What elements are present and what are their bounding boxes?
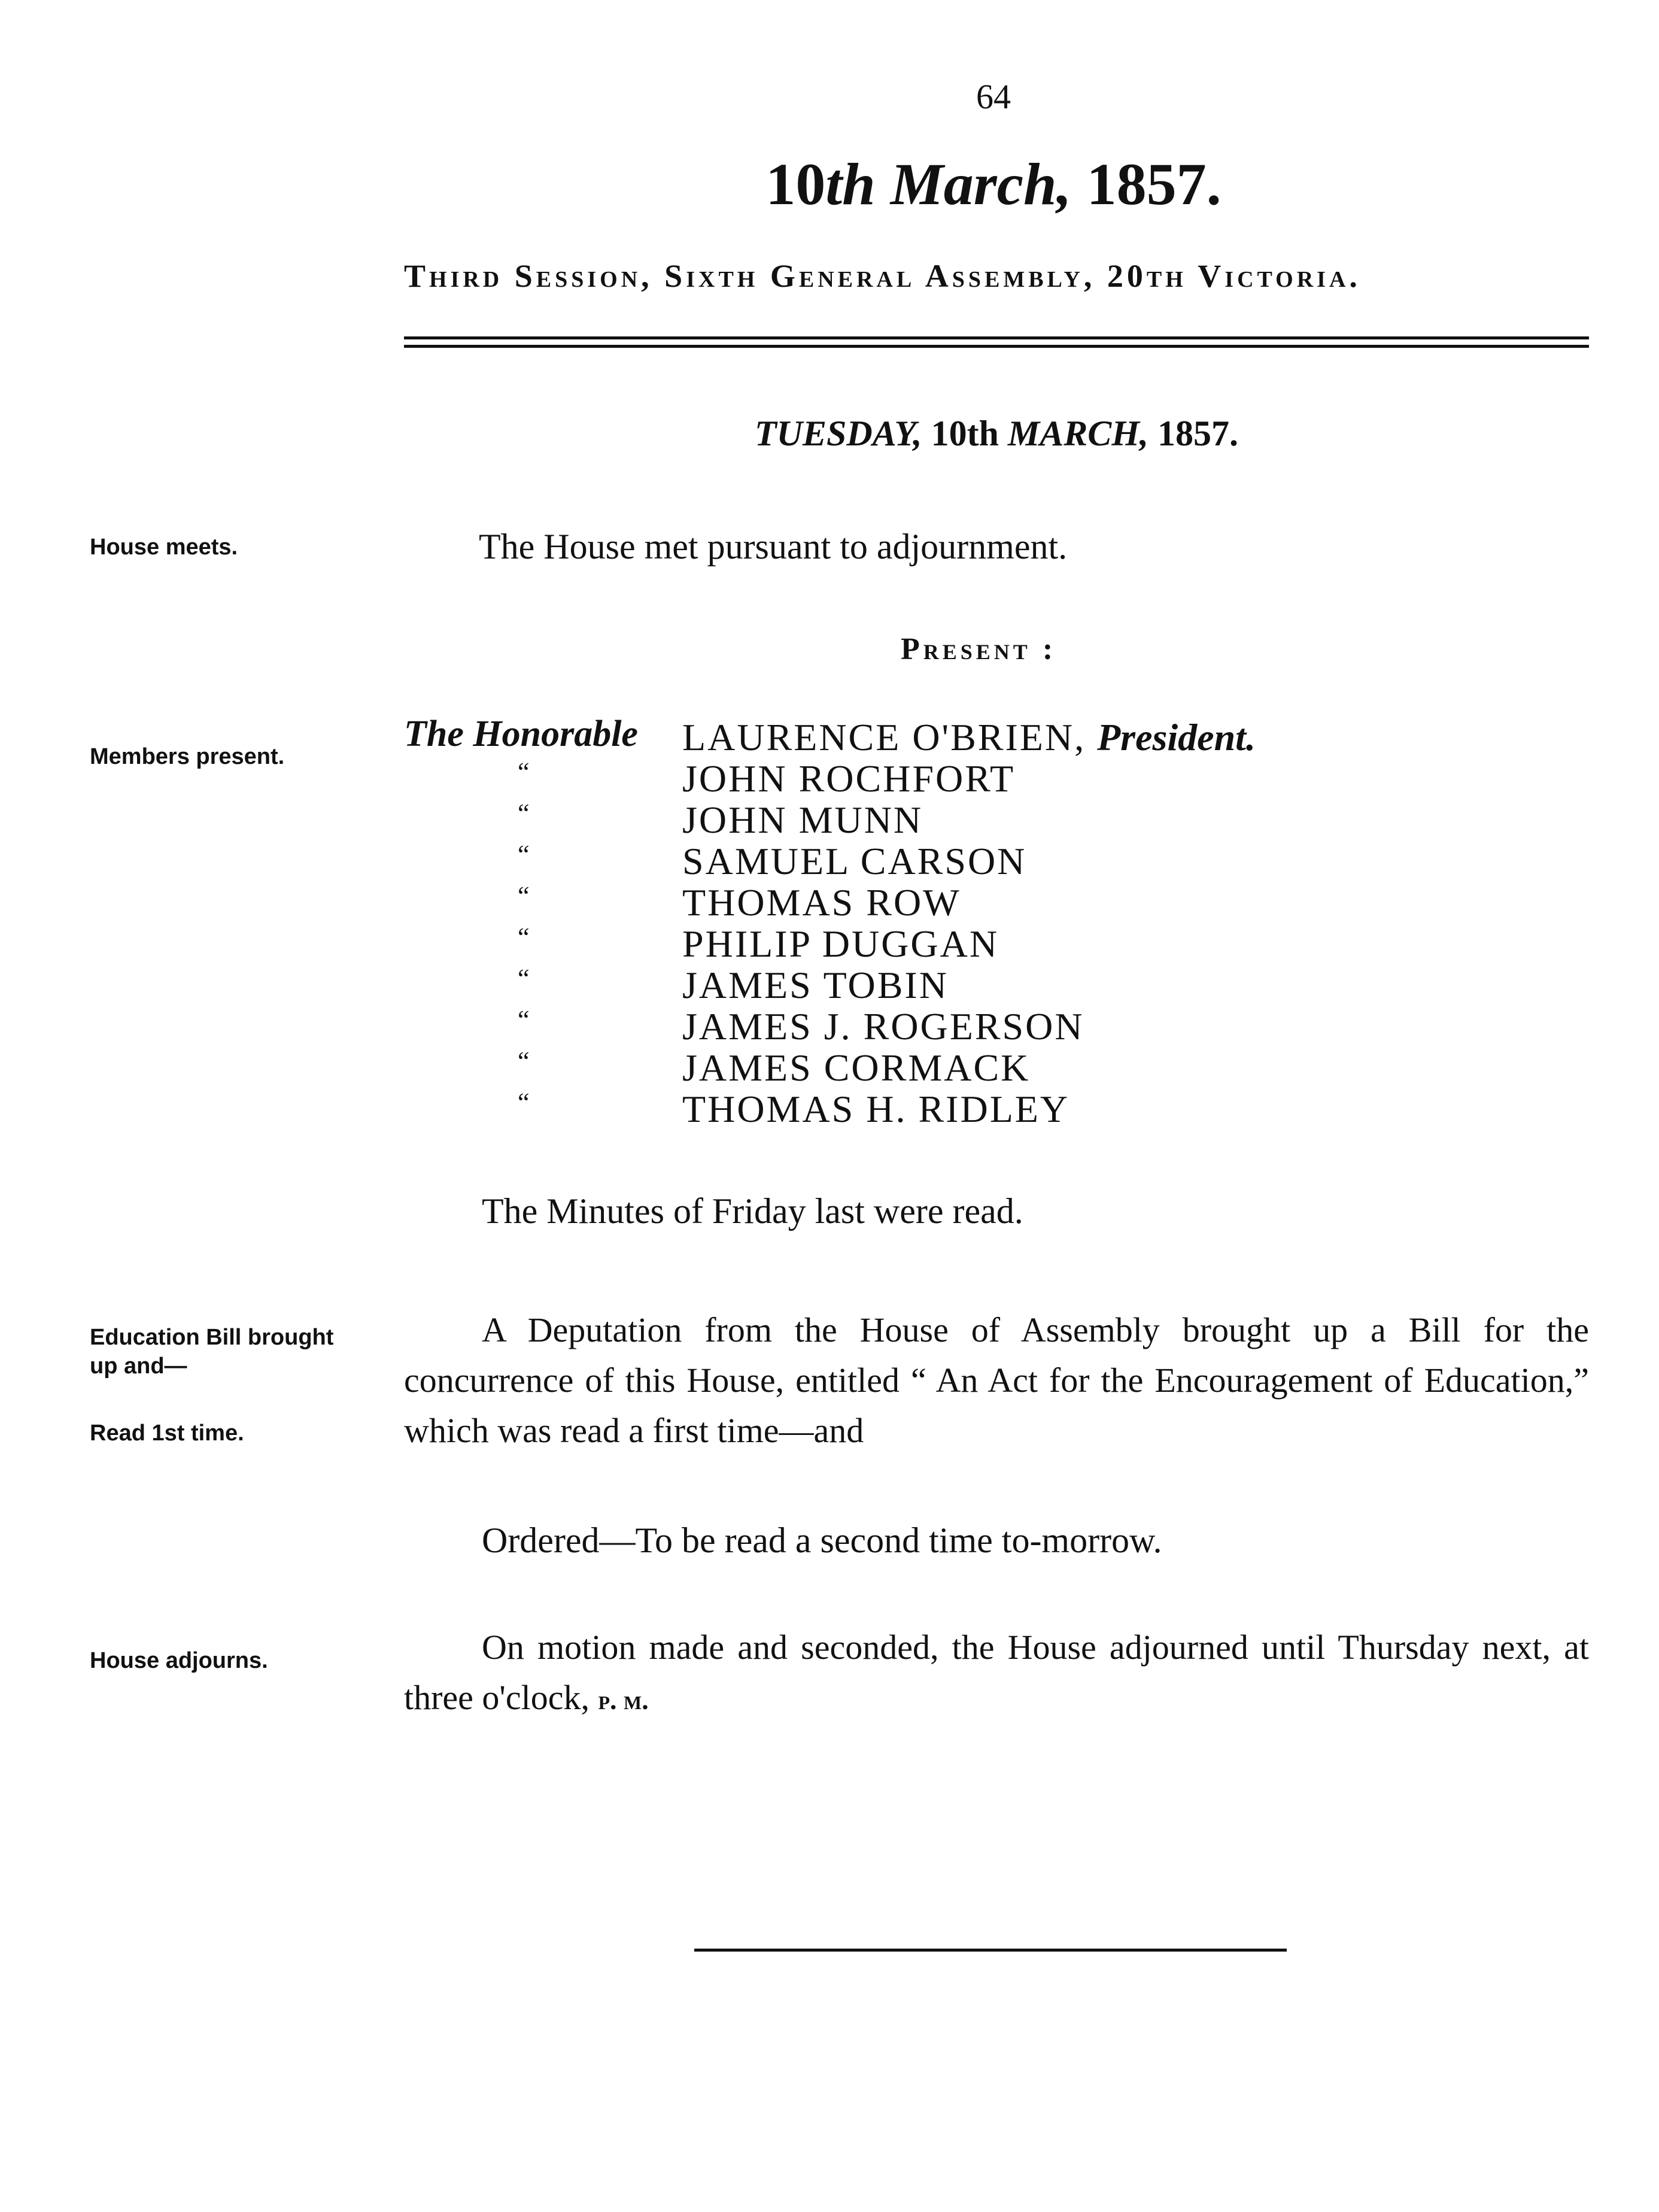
ditto-mark: “ [518, 881, 530, 911]
honorable-label: The Honorable [404, 714, 638, 754]
title-ordinal: th [825, 151, 876, 217]
minutes-read-text: The Minutes of Friday last were read. [482, 1191, 1023, 1231]
margin-note-education-bill-line2: up and— [90, 1354, 187, 1379]
ditto-mark: “ [518, 1005, 530, 1034]
member-name: THOMAS ROW [682, 881, 961, 924]
page-title [706, 150, 1281, 219]
session-line: Third Session, Sixth General Assembly, 20th Victoria. [404, 258, 1361, 294]
ditto-mark: “ [518, 964, 530, 993]
house-met-text: The House met pursuant to adjournment. [479, 527, 1068, 566]
header-rule-top [404, 336, 1589, 339]
title-year: 1857. [1086, 151, 1222, 217]
member-name-text: LAURENCE O'BRIEN, [682, 716, 1086, 758]
dateline [676, 413, 1317, 454]
margin-note-house-meets: House meets. [90, 535, 238, 560]
title-month: March, [890, 151, 1072, 217]
header-rule-bottom [404, 345, 1589, 348]
member-name: PHILIP DUGGAN [682, 923, 999, 965]
page-number: 64 [976, 77, 1011, 116]
member-name [682, 715, 1256, 760]
member-name: JAMES TOBIN [682, 964, 949, 1006]
margin-note-education-bill [90, 1323, 333, 1380]
present-heading: Present : [901, 632, 1057, 666]
dateline-weekday: TUESDAY, [755, 414, 922, 453]
member-name: JAMES CORMACK [682, 1046, 1031, 1089]
member-row [404, 839, 1481, 881]
member-row [404, 715, 1481, 757]
member-row [404, 881, 1481, 922]
member-row [404, 963, 1481, 1005]
adjourn-paragraph [404, 1622, 1589, 1725]
member-row [404, 1005, 1481, 1046]
member-name: JAMES J. ROGERSON [682, 1005, 1084, 1048]
member-row [404, 1046, 1481, 1087]
margin-note-education-bill-line1: Education Bill brought [90, 1325, 334, 1350]
member-name: JOHN ROCHFORT [682, 757, 1016, 800]
member-row [404, 757, 1481, 798]
title-day: 10 [765, 151, 826, 217]
ditto-mark: “ [518, 799, 530, 828]
margin-note-read-first: Read 1st time. [90, 1421, 244, 1446]
ditto-mark: “ [518, 1046, 530, 1076]
ordered-paragraph: Ordered—To be read a second time to-morrow. [482, 1521, 1162, 1560]
adjourn-time: p. m. [598, 1685, 649, 1715]
member-name: THOMAS H. RIDLEY [682, 1088, 1070, 1130]
adjourn-text: On motion made and seconded, the House adjourned until Thursday next, at three o'clock, [404, 1628, 1589, 1717]
member-row [404, 798, 1481, 839]
margin-note-members-present: Members present. [90, 744, 285, 769]
ditto-mark: “ [518, 840, 530, 869]
members-list [404, 715, 1481, 1128]
member-row [404, 922, 1481, 963]
member-name: JOHN MUNN [682, 799, 923, 841]
margin-note-house-adjourns: House adjourns. [90, 1648, 268, 1673]
dateline-day: 10th [931, 414, 999, 453]
ditto-mark: “ [518, 1088, 530, 1117]
deputation-paragraph: A Deputation from the House of Assembly brought up a Bill for the concurrence of this House, entitled “ An Act for the Encouragement of Education,” which was read a first time—and [404, 1310, 1589, 1450]
ditto-mark: “ [518, 757, 530, 787]
member-name: SAMUEL CARSON [682, 840, 1027, 882]
dateline-year: 1857. [1157, 414, 1238, 453]
dateline-month: MARCH, [1007, 414, 1148, 453]
closing-rule [694, 1949, 1287, 1952]
ditto-mark: “ [518, 923, 530, 952]
member-row [404, 1087, 1481, 1128]
member-role: President. [1097, 716, 1256, 758]
